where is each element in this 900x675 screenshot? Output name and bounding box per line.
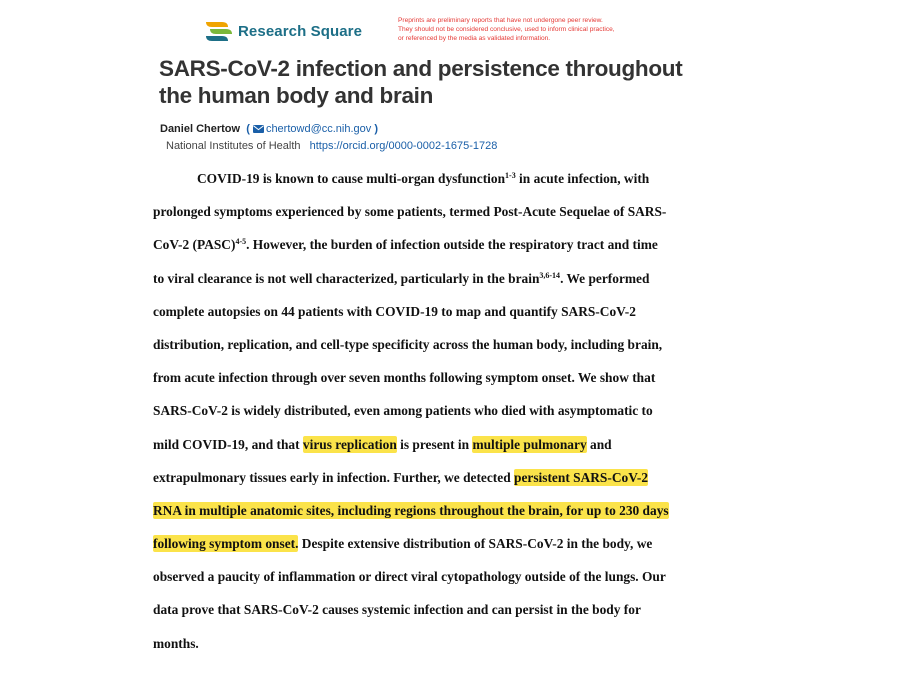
abstract-line: SARS-CoV-2 is widely distributed, even among patients who died with asymptomatic to bbox=[153, 403, 653, 419]
research-square-logo[interactable] bbox=[204, 16, 364, 52]
highlighted-text: virus replication bbox=[302, 436, 397, 452]
abstract-line: complete autopsies on 44 patients with COVID-19 to map and quantify SARS-CoV-2 bbox=[153, 303, 636, 319]
abstract-line: from acute infection through over seven months following symptom onset. We show that bbox=[153, 370, 656, 386]
envelope-icon bbox=[253, 125, 264, 133]
text-run: Despite extensive distribution of SARS-CoV-2 in the body, we bbox=[298, 536, 653, 552]
text-run: . We performed bbox=[560, 270, 650, 286]
abstract-line bbox=[153, 162, 723, 195]
disclaimer-line: Preprints are preliminary reports that have not undergone peer review. bbox=[398, 17, 603, 24]
disclaimer-line: They should not be considered conclusive, used to inform clinical practice, bbox=[398, 26, 615, 33]
highlighted-text: persistent SARS-CoV-2 bbox=[514, 469, 649, 485]
disclaimer-line: or referenced by the media as validated information. bbox=[398, 35, 551, 42]
abstract-line: prolonged symptoms experienced by some patients, termed Post-Acute Sequelae of SARS- bbox=[153, 204, 667, 220]
highlighted-text: RNA in multiple anatomic sites, including regions throughout the brain, for up to 230 days bbox=[153, 502, 669, 518]
text-run: mild COVID-19, and that bbox=[153, 436, 303, 452]
title-line: the human body and brain bbox=[159, 83, 434, 108]
highlighted-text: following symptom onset. bbox=[153, 536, 299, 552]
text-run: CoV-2 (PASC) bbox=[153, 237, 236, 253]
title-line: SARS-CoV-2 infection and persistence throughout bbox=[159, 56, 683, 81]
author-line bbox=[160, 123, 378, 135]
citation-superscript: 4-5 bbox=[235, 237, 247, 247]
paper-title bbox=[159, 55, 759, 109]
citation-superscript: 1-3 bbox=[505, 171, 516, 180]
text-run: to viral clearance is not well characterized, particularly in the brain bbox=[153, 270, 540, 286]
abstract-line bbox=[153, 428, 723, 461]
open-paren: ( bbox=[243, 123, 250, 135]
author-name: Daniel Chertow bbox=[160, 123, 241, 135]
text-run: . However, the burden of infection outside the respiratory tract and time bbox=[246, 237, 658, 253]
logo-text: Research Square bbox=[238, 23, 363, 40]
preprint-disclaimer bbox=[398, 16, 678, 43]
orcid-link[interactable]: https://orcid.org/0000-0002-1675-1728 bbox=[309, 140, 498, 152]
abstract bbox=[153, 162, 723, 660]
highlighted-text: multiple pulmonary bbox=[472, 436, 587, 452]
research-square-logo-icon bbox=[204, 18, 234, 44]
abstract-line: data prove that SARS-CoV-2 causes systemic infection and can persist in the body for bbox=[153, 602, 641, 618]
abstract-line bbox=[153, 262, 723, 295]
text-run: in acute infection, with bbox=[515, 171, 650, 186]
header bbox=[204, 16, 674, 52]
abstract-line: observed a paucity of inflammation or direct viral cytopathology outside of the lungs. Our bbox=[153, 569, 666, 585]
author-email-link[interactable]: chertowd@cc.nih.gov bbox=[265, 123, 372, 135]
text-run: and bbox=[586, 436, 612, 452]
text-run: extrapulmonary tissues early in infection. Further, we detected bbox=[153, 469, 514, 485]
text-run: is present in bbox=[396, 436, 473, 452]
abstract-line bbox=[153, 461, 723, 494]
close-paren: ) bbox=[374, 123, 378, 135]
abstract-line: distribution, replication, and cell-type specificity across the human body, including brain, bbox=[153, 336, 663, 352]
text-run: COVID-19 is known to cause multi-organ dysfunction bbox=[197, 171, 506, 186]
abstract-line: months. bbox=[153, 635, 199, 651]
abstract-line bbox=[153, 527, 723, 560]
citation-superscript: 3,6-14 bbox=[539, 270, 561, 280]
affiliation-line bbox=[166, 140, 497, 152]
affiliation: National Institutes of Health bbox=[166, 140, 301, 152]
abstract-line bbox=[153, 228, 723, 261]
abstract-line bbox=[153, 494, 723, 527]
